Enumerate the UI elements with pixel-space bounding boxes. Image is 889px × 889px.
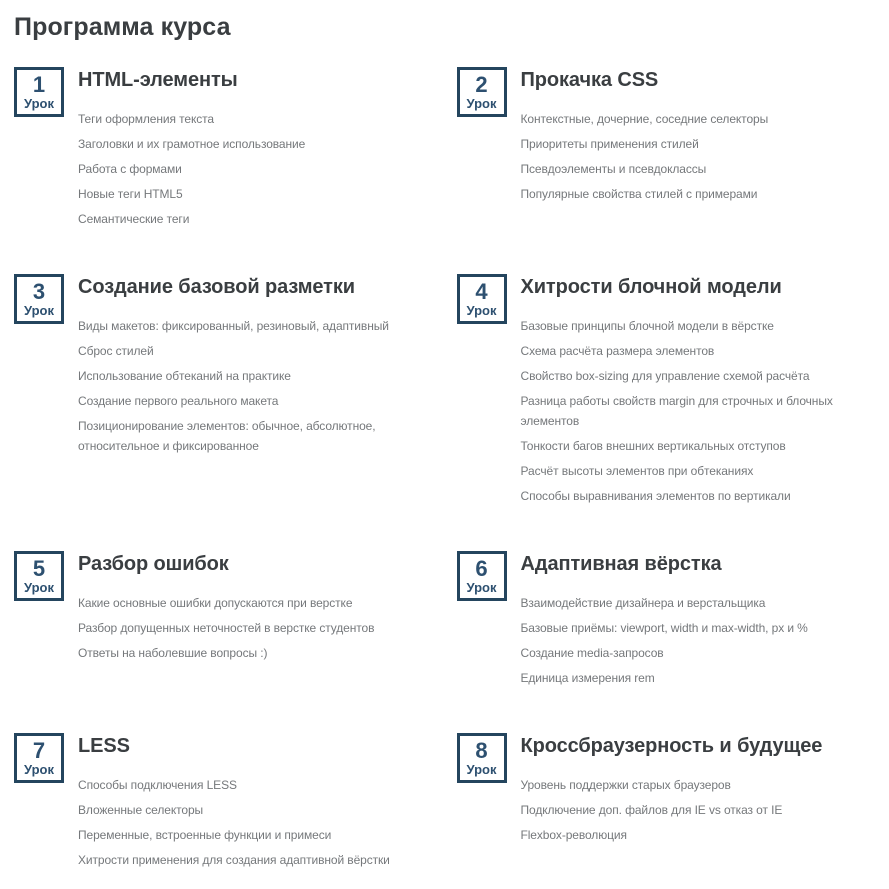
lesson-title: Хитрости блочной модели (520, 276, 782, 298)
lesson-card (14, 274, 443, 511)
lesson-topic: Приоритеты применения стилей (520, 137, 699, 151)
lesson-number: 8 (475, 738, 488, 763)
lesson-topic: Базовые приёмы: viewport, width и max-width, px и % (520, 621, 808, 635)
lesson-topic: Вложенные селекторы (78, 803, 204, 817)
lesson-topic: Схема расчёта размера элементов (520, 344, 715, 358)
lesson-badge-label: Урок (24, 303, 54, 318)
lesson-title: Кроссбраузерность и будущее (520, 735, 823, 757)
lesson-topics-list (521, 593, 886, 688)
lesson-badge-label: Урок (24, 762, 54, 777)
lesson-topic: Теги оформления текста (78, 112, 214, 126)
lesson-topic: Базовые принципы блочной модели в вёрстке (520, 319, 774, 333)
lesson-card (14, 551, 443, 693)
lesson-topic: Единица измерения rem (520, 671, 655, 685)
lesson-topic: Способы подключения LESS (78, 778, 237, 792)
lesson-topic: Переменные, встроенные функции и примеси (78, 828, 332, 842)
lesson-number: 7 (32, 738, 46, 763)
lesson-number-badge (457, 733, 507, 783)
page-title: Программа курса (14, 13, 231, 41)
lesson-card (457, 67, 886, 234)
lesson-topic: Способы выравнивания элементов по вертикали (520, 489, 791, 503)
lesson-title: Прокачка CSS (520, 69, 659, 91)
lesson-number: 5 (32, 556, 46, 581)
lesson-title: Адаптивная вёрстка (520, 553, 722, 575)
lesson-number-badge (457, 274, 507, 324)
lesson-number: 6 (475, 556, 488, 581)
lesson-topic: Ответы на наболевшие вопросы :) (78, 646, 268, 660)
lesson-topics-list (521, 109, 886, 204)
lesson-topic: Позиционирование элементов: обычное, абсолютное, относительное и фиксированное (78, 419, 376, 453)
lesson-topic: Расчёт высоты элементов при обтеканиях (520, 464, 754, 478)
lesson-topic: Разница работы свойств margin для строчных и блочных элементов (520, 394, 833, 428)
lesson-content (78, 274, 443, 461)
lesson-topic: Использование обтеканий на практике (78, 369, 291, 383)
lesson-number-badge (14, 551, 64, 601)
lesson-topic: Взаимодействие дизайнера и верстальщика (520, 596, 766, 610)
lesson-badge-label: Урок (24, 580, 54, 595)
lesson-number-badge (457, 551, 507, 601)
lesson-topic: Хитрости применения для создания адаптивной вёрстки (78, 853, 390, 867)
lesson-content (521, 551, 886, 693)
lesson-topics-list (78, 775, 443, 870)
lesson-topic: Контекстные, дочерние, соседние селекторы (520, 112, 769, 126)
lesson-topic: Уровень поддержки старых браузеров (520, 778, 731, 792)
lesson-topic: Flexbox-революция (520, 828, 627, 842)
lesson-topic: Семантические теги (78, 212, 190, 226)
lesson-topic: Создание media-запросов (520, 646, 664, 660)
lesson-title: Разбор ошибок (78, 553, 229, 575)
lesson-badge-label: Урок (466, 762, 497, 777)
lesson-content (521, 67, 886, 209)
lesson-topic: Тонкости багов внешних вертикальных отступов (520, 439, 786, 453)
lesson-badge-label: Урок (466, 96, 497, 111)
lesson-topics-list (78, 109, 443, 229)
lesson-badge-label: Урок (24, 96, 54, 111)
lesson-title: LESS (78, 735, 130, 757)
lesson-topic: Какие основные ошибки допускаются при верстке (78, 596, 353, 610)
lesson-number-badge (14, 733, 64, 783)
lesson-topic: Псевдоэлементы и псевдоклассы (520, 162, 707, 176)
lesson-number-badge (14, 67, 64, 117)
lesson-content (521, 733, 886, 850)
lesson-topic: Сброс стилей (78, 344, 154, 358)
lesson-topic: Заголовки и их грамотное использование (78, 137, 306, 151)
lesson-topic: Работа с формами (78, 162, 182, 176)
lesson-title: Создание базовой разметки (78, 276, 355, 298)
lesson-number: 1 (32, 72, 46, 97)
lesson-card (14, 733, 443, 875)
lesson-number: 4 (475, 279, 488, 304)
lesson-topic: Новые теги HTML5 (78, 187, 183, 201)
lesson-badge-label: Урок (466, 303, 497, 318)
lesson-topic: Создание первого реального макета (78, 394, 279, 408)
lesson-topics-list (521, 775, 886, 845)
lesson-number-badge (14, 274, 64, 324)
lesson-topics-list (78, 316, 443, 456)
lesson-topic: Популярные свойства стилей с примерами (520, 187, 758, 201)
lesson-number-badge (457, 67, 507, 117)
lesson-card (14, 67, 443, 234)
lesson-title: HTML-элементы (78, 69, 238, 91)
lesson-topics-list (521, 316, 886, 506)
lesson-card (457, 551, 886, 693)
lesson-badge-label: Урок (466, 580, 497, 595)
lesson-number: 2 (475, 72, 488, 97)
lesson-content (521, 274, 886, 511)
lesson-card (457, 733, 886, 875)
lesson-topic: Разбор допущенных неточностей в верстке студентов (78, 621, 375, 635)
lesson-topic: Виды макетов: фиксированный, резиновый, адаптивный (78, 319, 389, 333)
lesson-card (457, 274, 886, 511)
lesson-number: 3 (32, 279, 46, 304)
lesson-topic: Свойство box-sizing для управление схемой расчёта (520, 369, 810, 383)
lesson-topic: Подключение доп. файлов для IE vs отказ от IE (520, 803, 783, 817)
lesson-content (78, 551, 443, 668)
lesson-topics-list (78, 593, 443, 663)
lessons-grid (14, 67, 885, 875)
lesson-content (78, 733, 443, 875)
lesson-content (78, 67, 443, 234)
